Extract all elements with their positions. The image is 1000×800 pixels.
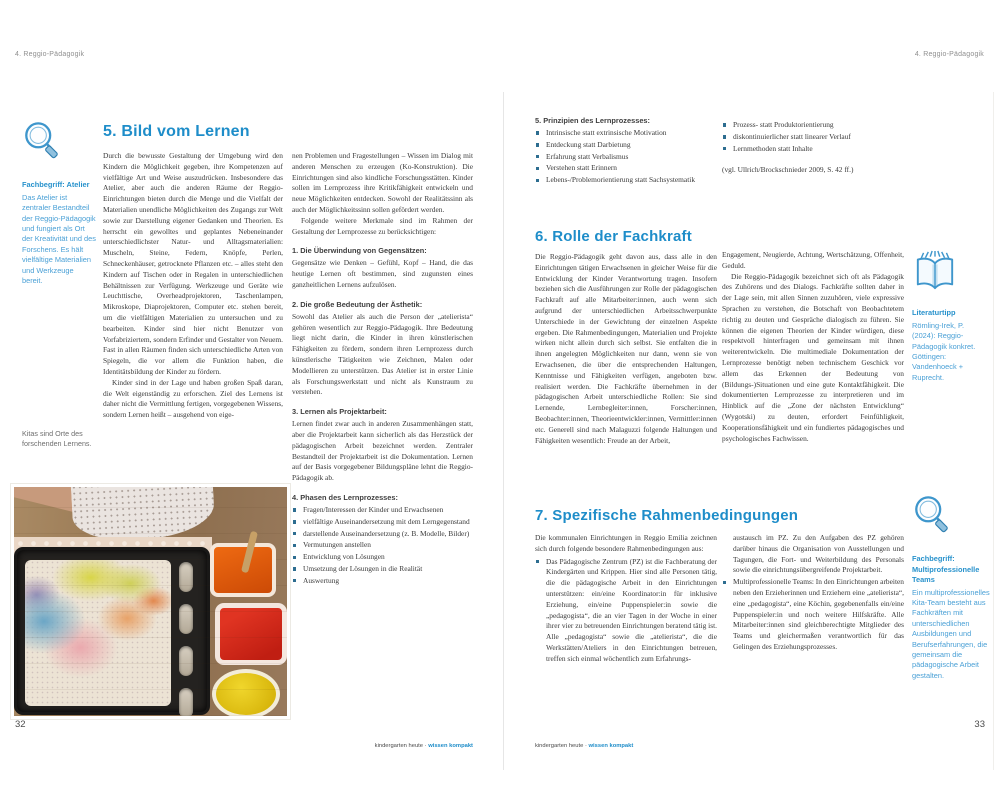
paragraph: Die Reggio-Pädagogik bezeichnet sich oft als Pädagogik des Zuhörens und des Dialogs. Fachkräfte sollten daher in der Lage sein, mit allen Sinnen zuzuhören, viele expressive Sprachen zu verstehen, die Botschaft von Beobachtetem richtig zu deuten und Gespräche dialogisch zu führen. Sie können die eigenen Theorien der Kinder würdigen, diese respektvoll hinterfragen und gemeinsam mit ihnen weiterentwickeln. Die multimediale Dokumentation der Lernprozesse benötigt neben technischem Geschick vor allem das Erkennen der Bedeutung von (Bildungs-)Situationen und eine gute Kontaktfähigkeit. Die dokumentierten Lernprozesse zu interpretieren und im Hinblick auf die „Zone der nächsten Entwicklung“ (Wygotski) zu deuten, erfordert Feinfühligkeit, Kooperationsfähigkeit und ein fundiertes pädagogisches und psychologisches Fachwissen. xyxy=(722,271,904,443)
list-item: Lebens-/Problemorientierung statt Sachsystematik xyxy=(535,175,717,186)
magnifier-icon xyxy=(22,157,64,166)
subheading-2: 2. Die große Bedeutung der Ästhetik: xyxy=(292,299,423,309)
tray-slot xyxy=(179,562,193,592)
page-gutter-divider xyxy=(503,92,504,770)
paint-cup-yellow xyxy=(212,669,280,716)
list-item-continuation: austausch im PZ. Zu den Aufgaben des PZ gehören darüber hinaus die Organisation von Ausstellungen und Tagungen, die Fort- und Weiterbildung des Personals sowie die einrichtungsübergreifende Projektarbeit. xyxy=(733,533,904,575)
list-item: diskontinuierlicher statt linearer Verlauf xyxy=(722,132,904,143)
section-heading-6: 6. Rolle der Fachkraft xyxy=(535,228,692,245)
brand-name: kindergarten heute xyxy=(374,743,424,749)
page-number-left: 32 xyxy=(15,719,26,730)
photo-experiment xyxy=(14,487,287,716)
literature-text: Römling-Irek, P. (2024): Reggio-Pädagogik konkret. Göttingen: Vandenhoeck + Ruprecht. xyxy=(912,320,976,382)
section-heading-5: 5. Bild vom Lernen xyxy=(103,123,250,140)
phases-list xyxy=(292,505,473,587)
principles-column-1 xyxy=(535,116,717,228)
list-item: darstellende Auseinandersetzung (z. B. Modelle, Bilder) xyxy=(292,529,473,540)
photo-caption: Kitas sind Orte des forschenden Lernens. xyxy=(22,429,92,448)
product-name: wissen kompakt xyxy=(588,743,634,749)
photo-frame xyxy=(10,483,291,720)
list-item: Intrinsische statt extrinsische Motivation xyxy=(535,128,717,139)
term-title: Fachbegriff: Multiprofessionelle Teams xyxy=(912,554,980,585)
term-title: Fachbegriff: Atelier xyxy=(22,180,90,190)
section6-column-1 xyxy=(535,252,717,480)
term-text: Ein multiprofessionelles Kita-Team besteht aus Fachkräften mit unterschiedlichen Ausbildungen und Berufserfahrungen, die gemeinsam die pädagogische Arbeit gestalten. xyxy=(912,587,990,680)
paragraph: Sowohl das Atelier als auch die Person der „atelierista“ gehören wesentlich zur Reggio-Pädagogik. Ihre Bedeutung liegt nicht darin, die Kinder in ihren künstlerischen Fähigkeiten zu fördern, sondern ihren Lernprozess durch künstlerische Tätigkeiten wie Zeichnen, Malen oder Modellieren zu unterstützen. Das Atelier ist in erster Linie als Forschungswerkstatt und nicht als Kunstraum zu verstehen. xyxy=(292,311,473,397)
paint-cup-red xyxy=(215,603,287,665)
list-item: Umsetzung der Lösungen in die Realität xyxy=(292,564,473,575)
tray-slot xyxy=(179,688,193,716)
product-name: wissen kompakt xyxy=(428,743,473,749)
page-number-right: 33 xyxy=(974,719,985,730)
running-head-left: 4. Reggio-Pädagogik xyxy=(15,51,85,58)
subheading-1: 1. Die Überwindung von Gegensätzen: xyxy=(292,246,427,256)
section-heading-7: 7. Spezifische Rahmenbedingungen xyxy=(535,507,799,524)
paragraph: nen Problemen und Fragestellungen – Wissen im Dialog mit anderen Menschen zu erzeugen (Ko-Konstruktion). Die Einrichtungen sind also kindliche Forschungsstätten. Kinder sollen im Lernprozess ihre Kritikfähigkeit entwickeln und neue Möglichkeiten entdecken. Sowohl der Realitätssinn als auch der Möglichkeitssinn sollen gefördert werden. xyxy=(292,151,473,214)
framework-list-2 xyxy=(722,533,904,653)
list-item: Multiprofessionelle Teams: In den Einrichtungen arbeiten neben den Erzieherinnen und Erziehern eine „atelierista“, eine „pedagogista“, eine Köchin, gegebenenfalls ein/eine Puppenspieler:in und noch weitere Hilfskräfte. Alle Mitarbeiter:innen sind gleichberechtigte Mitglieder des Teams und gleichermaßen verantwortlich für das Gelingen des Erziehungsprozesses. xyxy=(722,577,904,653)
literature-sidebar xyxy=(912,250,988,383)
book-icon xyxy=(912,285,958,294)
tray-slot xyxy=(179,646,193,676)
list-item: Das Pädagogische Zentrum (PZ) ist die Fachberatung der Kindergärten und Krippen. Hier sind alle Personen tätig, die die pädagogische Arbeit in den Einrichtungen unterstützen: ein/eine Koordinator:in für inklusive Erziehung, ein/eine Puppenspieler:in sowie die „pedagogista“, die an vier Tagen in der Woche in einer ihrer vier zu betreuenden Einrichtungen beratend tätig ist. Alle „pedagogista“ sowie die „atelierista“, die die Werkstätten/Ateliers in den Einrichtungen betreuen, treffen sich einmal wöchentlich zum Erfahrungs- xyxy=(535,557,717,665)
footer-right xyxy=(535,743,735,749)
subheading-3: 3. Lernen als Projektarbeit: xyxy=(292,407,387,417)
list-item: Entdeckung statt Darbietung xyxy=(535,140,717,151)
paragraph: Lernen findet zwar auch in anderen Zusammenhängen statt, aber die Projektarbeit kann sicherlich als das Herzstück der pädagogischen Arbeit bezeichnet werden. Zentraler Bestandteil der Projektarbeit ist die Dokumentation. Lernen auf der Basis vorgegebener Bildungspläne lehnt die Reggio-Pädagogik ab. xyxy=(292,419,473,483)
source-reference: (vgl. Ullrich/Brockschnieder 2009, S. 42 ff.) xyxy=(722,165,854,175)
page-edge-right xyxy=(993,92,994,770)
term-text: Das Atelier ist zentraler Bestandteil der Reggio-Pädagogik und fungiert als Ort der Kreativität und des Forschens. Es hält vielfältige Materialien und Werkzeuge bereit. xyxy=(22,192,96,286)
list-item: Lernmethoden statt Inhalte xyxy=(722,144,904,155)
baking-tray xyxy=(14,547,210,715)
list-item: Erfahrung statt Verbalismus xyxy=(535,152,717,163)
footer-left xyxy=(293,743,473,749)
brand-name: kindergarten heute xyxy=(535,743,584,749)
footer-separator: · xyxy=(584,743,587,749)
section6-column-2 xyxy=(722,250,904,482)
tray-slot xyxy=(179,604,193,634)
term-sidebar-atelier xyxy=(22,120,96,286)
list-item: vielfältige Auseinandersetzung mit dem Lerngegenstand xyxy=(292,517,473,528)
paragraph: Kinder sind in der Lage und haben großen Spaß daran, die Welt eigenständig zu erforschen. Ziel des Lernens ist daher nicht die Vermittlung fertigen, vorgegebenen Wissens, sondern Lernen heißt – ausgehend von eige- xyxy=(103,377,283,420)
principles-list-1 xyxy=(535,128,717,186)
list-item: Auswertung xyxy=(292,576,473,587)
framework-list-1 xyxy=(535,557,717,665)
footer-separator: · xyxy=(424,743,427,749)
list-item: Vermutungen anstellen xyxy=(292,540,473,551)
list-item: Fragen/Interessen der Kinder und Erwachsenen xyxy=(292,505,473,516)
magnifier-icon xyxy=(912,531,954,540)
paragraph: Gegensätze wie Denken – Gefühl, Kopf – Hand, die das heutige Lernen oft bestimmen, sind zugunsten eines ganzheitlichen Lernens aufzulösen. xyxy=(292,258,473,289)
left-column-1 xyxy=(103,151,283,484)
list-item: Entwicklung von Lösungen xyxy=(292,552,473,563)
left-column-2 xyxy=(292,151,473,716)
paragraph: Durch die bewusste Gestaltung der Umgebung wird den Kindern die Möglichkeit gegeben, ihre Kompetenzen auf vielfältige Art und Weise auszudrücken. Insbesondere das Atelier, aber auch die anderen Räume der Reggio-Einrichtungen bieten durch die Menge und die Vielfalt der Materialien unendliche Möglichkeiten des Zugangs zur Welt sowie zur Darstellung eigener Gedanken und Theorien. Es herrscht ein gewolltes und geplantes Nebeneinander unterschiedlichster Natur- und Alltagsmaterialien: Muscheln, Steine, Federn, Knöpfe, Perlen, Schneckenhäuser, getrocknete Pflanzen etc. – alles steht den Kindern auf Tischen oder in Regalen in unterschiedlichen Behältnissen zur Verfügung. Werkzeuge und Geräte wie Leuchttische, Overheadprojektoren, Taschenlampen, Mikroskope, Diaprojektoren, Computer etc. stehen bereit, um die vielfältigen Materialien zu untersuchen und zu bearbeiten. Kinder sind hier nicht Benutzer von Vorfabriziertem, sondern Erfinder und Gestalter von Neuem. Fast in allen Räumen finden sich unterschiedliche Arten von Spiegeln, die vor allem die Funktion haben, die Identitätsbildung der Kinder zu fördern. xyxy=(103,151,283,376)
principles-column-2 xyxy=(722,118,904,218)
section7-column-2 xyxy=(722,531,904,705)
section7-column-1 xyxy=(535,533,717,705)
principles-list-2 xyxy=(722,120,904,154)
principles-title: 5. Prinzipien des Lernprozesses: xyxy=(535,116,651,125)
subheading-4: 4. Phasen des Lernprozesses: xyxy=(292,492,398,502)
paragraph: Engagement, Neugierde, Achtung, Wertschätzung, Offenheit, Geduld. xyxy=(722,250,904,270)
list-item: Prozess- statt Produktorientierung xyxy=(722,120,904,131)
paragraph: Die kommunalen Einrichtungen in Reggio Emilia zeichnen sich durch folgende besondere Rahmenbedingungen aus: xyxy=(535,533,717,553)
literature-title: Literaturtipp xyxy=(912,308,956,318)
running-head-right: 4. Reggio-Pädagogik xyxy=(914,51,984,58)
term-sidebar-teams xyxy=(912,494,990,681)
child-shirt xyxy=(70,487,215,543)
list-item: Verstehen statt Erinnern xyxy=(535,163,717,174)
paragraph: Die Reggio-Pädagogik geht davon aus, dass alle in den Einrichtungen tätigen Erwachsenen in gleicher Weise für die Entwicklung der Kinder Verantwortung tragen. Insofern beziehen sich die Ausführungen zur Rolle der pädagogischen Fachkraft auf alle Mitarbeiter:innen, auch wenn sich aufgrund der unterschiedlichen Arbeitsschwerpunkte Unterschiede in der Gewichtung der einzelnen Aspekte ergeben. Die Rahmenbedingungen, Materialien und Projekte wirken nicht allein durch sich selbst. Sie entfalten die in ihnen angelegten Möglichkeiten nur dann, wenn sie von Erwachsenen, die über die entsprechenden Haltungen, Kenntnisse und Fähigkeiten verfügen, angeboten bzw. realisiert werden. Die Fachkräfte übernehmen in der pädagogischen Arbeit unterschiedliche Rollen: Sie sind Lernende, Lernbegleiter:innen, Forscher:innen, Beobachter:innen, Theorieentwickler:innen, Vermittler:innen etc. Generell sind nach Malaguzzi folgende Haltungen und Fähigkeiten wesentlich: Freude an der Arbeit, xyxy=(535,252,717,445)
colored-foam xyxy=(25,560,171,706)
paragraph: Folgende weitere Merkmale sind im Rahmen der Gestaltung der Lernprozesse zu berücksichtigen: xyxy=(292,215,473,236)
